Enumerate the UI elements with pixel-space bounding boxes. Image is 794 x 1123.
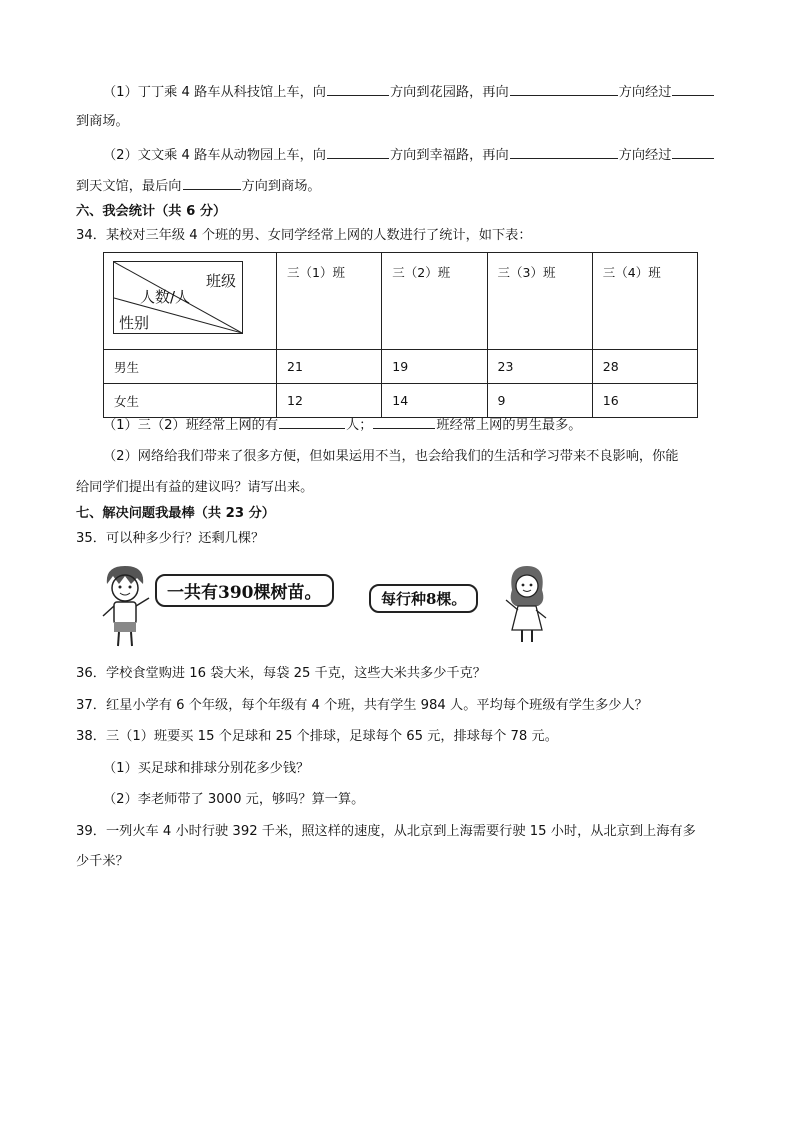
q38-part1: （1）买足球和排球分别花多少钱？	[103, 761, 310, 776]
q34-p1-text-b: 人；	[346, 418, 373, 433]
q39-stem-line1: 39．一列火车 4 小时行驶 392 千米，照这样的速度，从北京到上海需要行驶 15 小时，从北京到上海有多	[76, 824, 696, 839]
q33-p2-text-e: 方向到商场。	[241, 179, 321, 194]
q35-illustration	[97, 560, 552, 652]
girl-icon	[502, 560, 552, 650]
speech-bubble-left: 一共有390棵树苗。	[155, 574, 334, 607]
answer-blank[interactable]	[510, 81, 618, 96]
q34-stem: 34．某校对三年级 4 个班的男、女同学经常上网的人数进行了统计，如下表：	[76, 228, 532, 243]
answer-blank[interactable]	[373, 414, 435, 429]
table-row	[104, 384, 698, 418]
boy-icon	[97, 562, 157, 650]
answer-blank[interactable]	[672, 81, 714, 96]
table-cell: 28	[592, 350, 697, 384]
q34-part2-line2: 给同学们提出有益的建议吗？请写出来。	[76, 480, 314, 495]
q37-stem: 37．红星小学有 6 个年级，每个年级有 4 个班，共有学生 984 人。平均每个班级有学生多少人？	[76, 698, 648, 713]
diagonal-header	[113, 261, 243, 334]
column-header: 三（1）班	[277, 253, 382, 350]
corner-label-gender: 性别	[119, 314, 150, 332]
row-label: 女生	[104, 384, 277, 418]
q34-p1-text-a: （1）三（2）班经常上网的有	[103, 418, 279, 433]
q33-part1-line2: 到商场。	[76, 114, 129, 129]
table-cell: 19	[382, 350, 487, 384]
row-label: 男生	[104, 350, 277, 384]
q33-part2-line2	[76, 175, 321, 197]
answer-blank[interactable]	[327, 144, 389, 159]
q39-stem-line2: 少千米？	[76, 854, 129, 869]
q33-part2-line1	[103, 144, 715, 166]
q34-part1	[103, 414, 581, 436]
answer-blank[interactable]	[279, 414, 345, 429]
q35-stem: 35．可以种多少行？还剩几棵？	[76, 531, 265, 546]
section-heading-7: 七、解决问题我最棒（共 23 分）	[76, 506, 275, 521]
q38-part2: （2）李老师带了 3000 元，够吗？算一算。	[103, 792, 365, 807]
answer-blank[interactable]	[510, 144, 618, 159]
q33-p1-text-c: 方向经过	[618, 85, 672, 100]
corner-label-class: 班级	[206, 272, 237, 290]
table-cell: 12	[277, 384, 382, 418]
table-row	[104, 350, 698, 384]
q34-part2-line1: （2）网络给我们带来了很多方便，但如果运用不当，也会给我们的生活和学习带来不良影响，你能	[103, 449, 679, 464]
q33-p2-text-b: 方向到幸福路，再向	[389, 148, 509, 163]
table-corner-cell	[104, 253, 277, 350]
table-cell: 9	[487, 384, 592, 418]
answer-blank[interactable]	[327, 81, 389, 96]
table-cell: 16	[592, 384, 697, 418]
column-header: 三（3）班	[487, 253, 592, 350]
speech-bubble-right: 每行种8棵。	[369, 584, 478, 613]
stats-table	[103, 252, 698, 418]
q33-p2-text-c: 方向经过	[618, 148, 672, 163]
column-header: 三（4）班	[592, 253, 697, 350]
q33-p2-text-d: 到天文馆，最后向	[76, 179, 182, 194]
table-cell: 14	[382, 384, 487, 418]
q33-part1-line1	[103, 81, 715, 103]
table-cell: 21	[277, 350, 382, 384]
column-header: 三（2）班	[382, 253, 487, 350]
q33-p1-text-a: （1）丁丁乘 4 路车从科技馆上车，向	[103, 85, 326, 100]
q38-stem: 38．三（1）班要买 15 个足球和 25 个排球，足球每个 65 元，排球每个 78 元。	[76, 729, 558, 744]
q36-stem: 36．学校食堂购进 16 袋大米，每袋 25 千克，这些大米共多少千克？	[76, 666, 486, 681]
table-header-row	[104, 253, 698, 350]
answer-blank[interactable]	[672, 144, 714, 159]
table-cell: 23	[487, 350, 592, 384]
corner-label-count: 人数/人	[140, 288, 191, 306]
q33-p1-text-b: 方向到花园路，再向	[389, 85, 509, 100]
section-heading-6: 六、我会统计（共 6 分）	[76, 204, 227, 219]
q33-p2-text-a: （2）文文乘 4 路车从动物园上车，向	[103, 148, 326, 163]
answer-blank[interactable]	[183, 175, 241, 190]
q34-p1-text-c: 班经常上网的男生最多。	[436, 418, 582, 433]
